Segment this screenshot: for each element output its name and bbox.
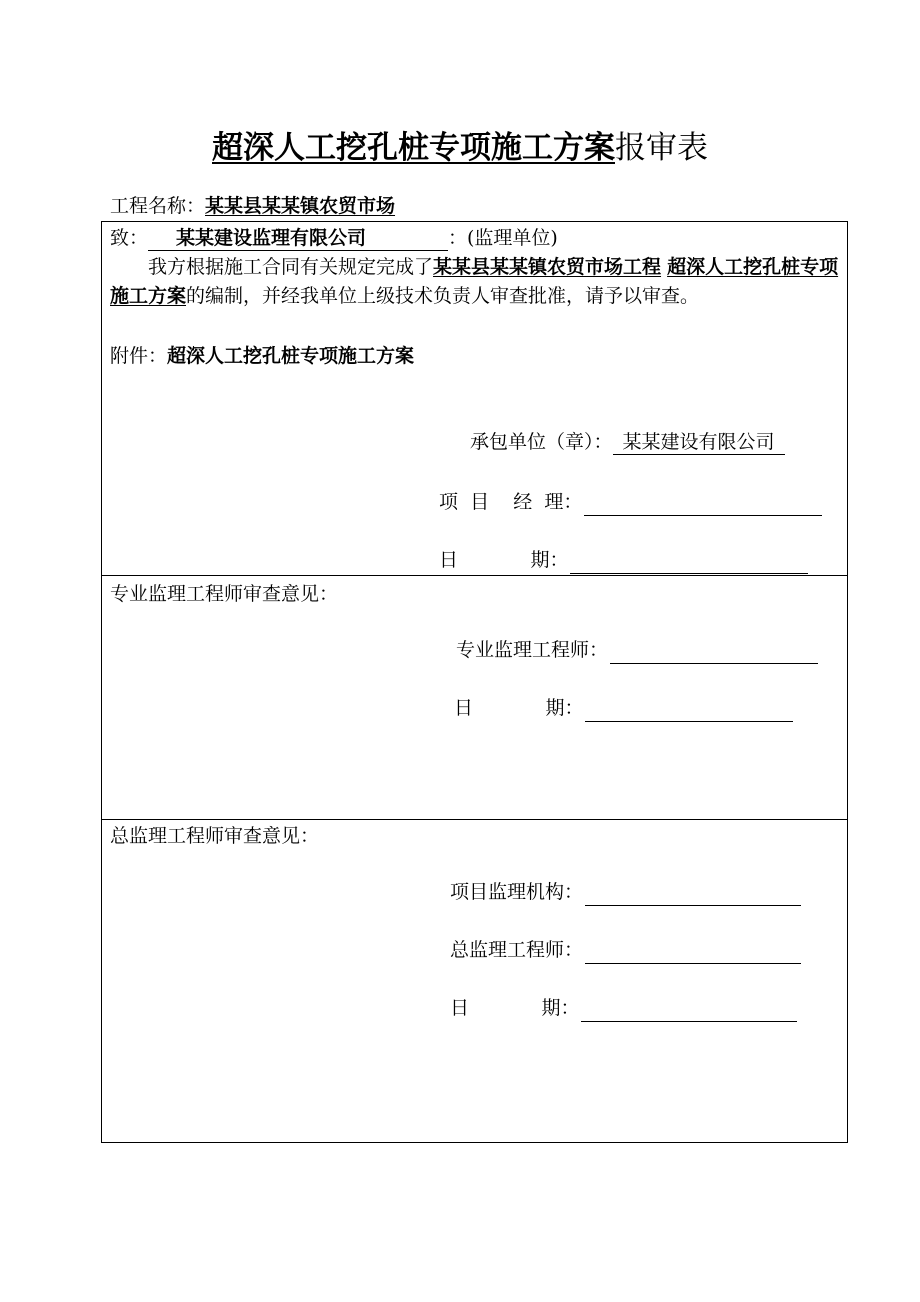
specialist-review-section bbox=[102, 576, 847, 820]
approval-form-table bbox=[101, 221, 848, 1143]
chief-heading: 总监理工程师审查意见： bbox=[110, 825, 320, 847]
attachment-line bbox=[110, 342, 414, 370]
chief-engineer-label: 总监理工程师： bbox=[450, 939, 584, 961]
project-manager-field bbox=[439, 488, 822, 516]
specialist-date-label: 日 期： bbox=[454, 697, 584, 719]
project-name-label: 工程名称： bbox=[110, 195, 206, 217]
supervision-org-line[interactable] bbox=[585, 883, 801, 906]
specialist-date-line[interactable] bbox=[585, 699, 793, 722]
body-project: 某某县某某镇农贸市场工程 bbox=[433, 256, 662, 278]
submission-section bbox=[102, 222, 847, 576]
chief-review-section bbox=[102, 820, 847, 1142]
addressee-line bbox=[110, 224, 558, 252]
specialist-engineer-label: 专业监理工程师： bbox=[456, 639, 609, 661]
supervision-org-field bbox=[450, 878, 801, 906]
contractor-line bbox=[470, 428, 785, 456]
specialist-date-field bbox=[454, 694, 793, 722]
body-suffix: 的编制，并经我单位上级技术负责人审查批准，请予以审查。 bbox=[186, 285, 700, 307]
contractor-date-field bbox=[439, 546, 808, 574]
chief-engineer-signature-line[interactable] bbox=[585, 941, 801, 964]
addressee-suffix: ：(监理单位) bbox=[448, 227, 558, 249]
body-prefix: 我方根据施工合同有关规定完成了 bbox=[148, 256, 434, 278]
addressee-label: 致： bbox=[110, 227, 149, 249]
document-title bbox=[0, 128, 920, 168]
project-manager-signature-line[interactable] bbox=[584, 493, 822, 516]
title-suffix: 报审表 bbox=[615, 130, 708, 166]
chief-date-line[interactable] bbox=[581, 999, 797, 1022]
chief-date-label: 日 期： bbox=[450, 997, 580, 1019]
specialist-heading: 专业监理工程师审查意见： bbox=[110, 583, 339, 605]
project-name-line bbox=[110, 192, 395, 220]
chief-date-field bbox=[450, 994, 797, 1022]
title-main: 超深人工挖孔桩专项施工方案 bbox=[212, 130, 615, 166]
contractor-date-line[interactable] bbox=[570, 551, 808, 574]
specialist-engineer-field bbox=[456, 636, 818, 664]
project-name-value: 某某县某某镇农贸市场 bbox=[205, 195, 396, 217]
specialist-engineer-signature-line[interactable] bbox=[610, 641, 818, 664]
supervision-org-label: 项目监理机构： bbox=[450, 881, 584, 903]
contractor-date-label: 日 期： bbox=[439, 549, 569, 571]
body-plan: 超深人工挖孔桩专项施工方案 bbox=[110, 256, 839, 307]
submission-paragraph bbox=[110, 253, 843, 311]
attachment-value: 超深人工挖孔桩专项施工方案 bbox=[167, 345, 415, 367]
chief-engineer-field bbox=[450, 936, 801, 964]
contractor-label: 承包单位（章）： bbox=[470, 431, 613, 453]
attachment-label: 附件： bbox=[110, 345, 168, 367]
project-manager-label: 项 目 经 理： bbox=[439, 491, 583, 513]
addressee-value: 某某建设监理有限公司 bbox=[148, 226, 448, 251]
contractor-value: 某某建设有限公司 bbox=[613, 430, 785, 455]
